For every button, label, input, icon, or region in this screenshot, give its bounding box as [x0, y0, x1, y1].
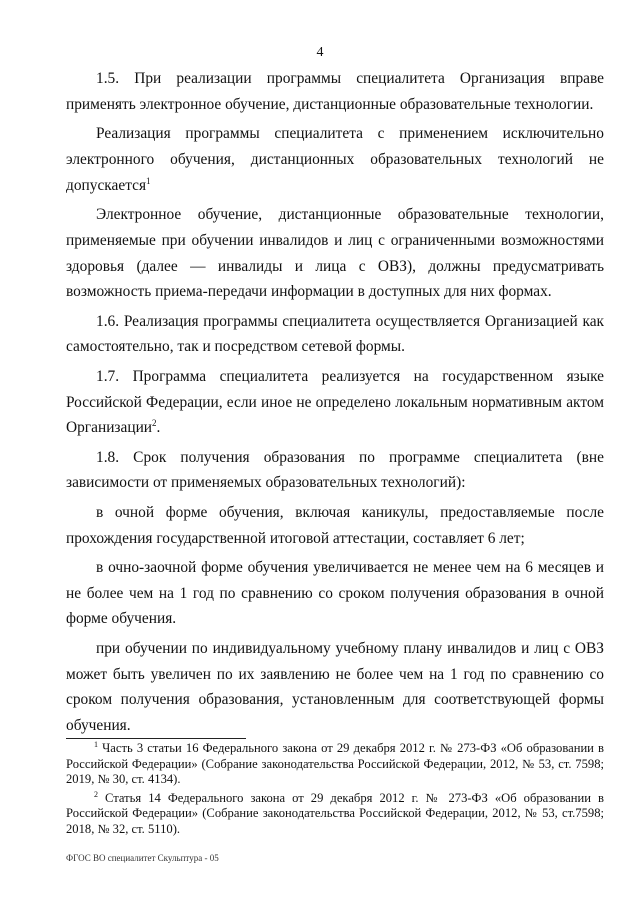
paragraph-individual-plan: [66, 636, 604, 739]
footnote-ref-1[interactable]: 1: [146, 175, 151, 186]
footnote-1: [66, 741, 604, 788]
paragraph-1-7: [66, 364, 604, 441]
paragraph-1-6: [66, 309, 604, 361]
document-footer: ФГОС ВО специалитет Скульптура - 05: [66, 853, 219, 863]
paragraph-part-time: [66, 555, 604, 632]
paragraph-text: Реализация программы специалитета с применением исключительно электронного обучения, дистанционных образовательных технологий не допускается: [66, 125, 604, 194]
footnote-divider: [66, 738, 246, 739]
paragraph-ovz-elearning: [66, 202, 604, 305]
paragraph-text: Электронное обучение, дистанционные образовательные технологии, применяемые при обучении инвалидов и лиц с ограниченными возможностями здоровья (далее — инвалиды и лица с ОВЗ), должны предусматривать возможность приема-передачи информации в доступных для них формах.: [66, 205, 604, 301]
paragraph-text: 1.7. Программа специалитета реализуется на государственном языке Российской Федерации, если иное не определено локальным нормативным актом Организации: [66, 367, 604, 437]
paragraph-distance-restriction: [66, 121, 604, 198]
paragraph-1-5: [66, 66, 604, 118]
footnote-mark: 2: [94, 789, 98, 799]
paragraph-text: 1.8. Срок получения образования по программе специалитета (вне зависимости от применяемых образовательных технологий):: [66, 448, 604, 492]
footnote-2: [66, 791, 604, 838]
paragraph-text: 1.5. При реализации программы специалитета Организация вправе применять электронное обучение, дистанционные образовательные технологии.: [66, 70, 604, 113]
footnote-text: Статья 14 Федерального закона от 29 декабря 2012 г. № 273-ФЗ «Об образовании в Российской Федерации» (Собрание законодательства Российской Федерации, 2012, № 53, ст.7598; 2018, № 32, ст. 5110).: [66, 790, 604, 836]
paragraph-text: при обучении по индивидуальному учебному плану инвалидов и лиц с ОВЗ может быть увеличен по их заявлению не более чем на 1 год по сравнению со сроком получения образования, установленным для соответствующей формы обучения.: [66, 639, 604, 735]
body-text: [66, 66, 604, 742]
footnote-ref-2[interactable]: 2: [152, 418, 157, 429]
paragraph-text: в очно-заочной форме обучения увеличивается не менее чем на 6 месяцев и не более чем на 1 год по сравнению со сроком получения образования в очной форме обучения.: [66, 558, 604, 628]
paragraph-text: в очной форме обучения, включая каникулы, предоставляемые после прохождения государственной итоговой аттестации, составляет 6 лет;: [66, 503, 604, 547]
footnote-mark: 1: [94, 740, 98, 749]
footnotes: [66, 741, 604, 841]
paragraph-text: 1.6. Реализация программы специалитета осуществляется Организацией как самостоятельно, так и посредством сетевой формы.: [66, 312, 604, 356]
paragraph-1-8: [66, 445, 604, 497]
paragraph-full-time: [66, 500, 604, 552]
page-number: 4: [316, 45, 324, 60]
footnote-text: Часть 3 статьи 16 Федерального закона от 29 декабря 2012 г. № 273-ФЗ «Об образовании в Российской Федерации» (Собрание законодательства Российской Федерации, 2012, № 53, ст. 7598; 2019, № 30, ст. 4134).: [66, 741, 604, 787]
paragraph-text-end: .: [156, 419, 161, 437]
